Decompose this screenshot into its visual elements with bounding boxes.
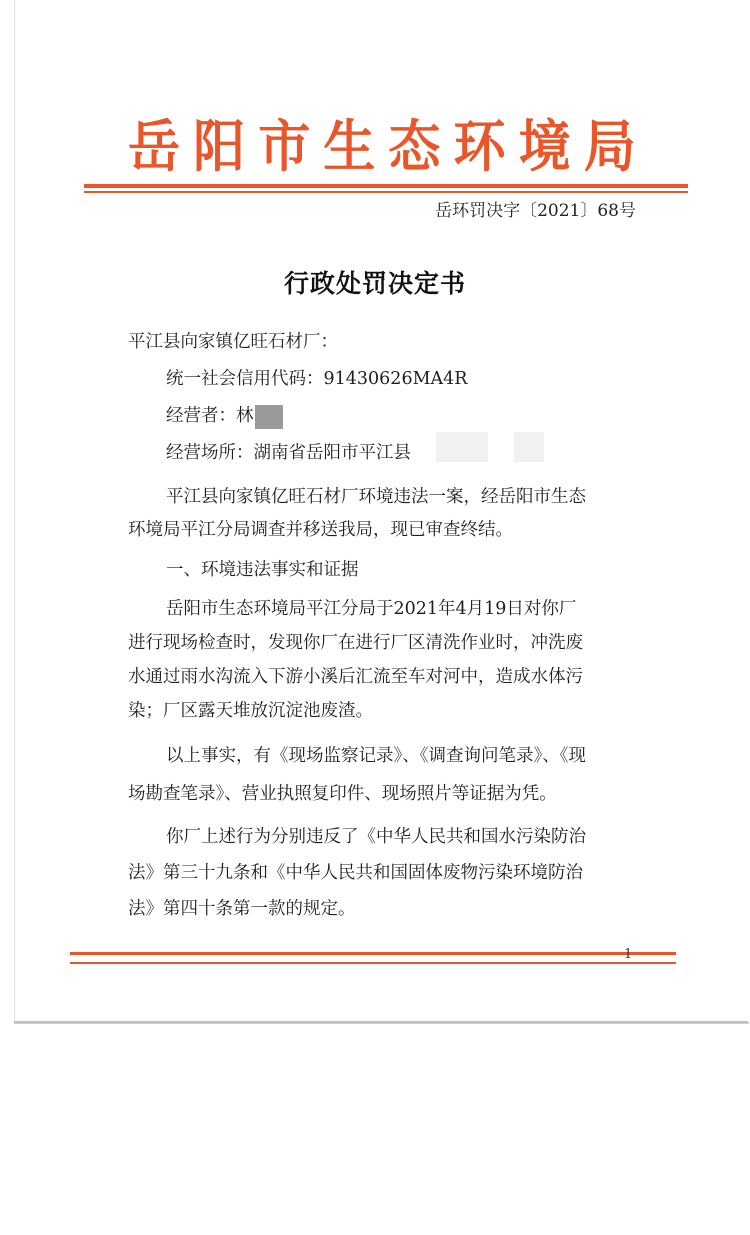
paragraph-line: 染；厂区露天堆放沉淀池废渣。 [128,701,373,721]
header-rule-thin [84,191,688,193]
address-line: 经营场所：湖南省岳阳市平江县 [166,443,411,463]
paragraph-line: 进行现场检查时，发现你厂在进行厂区清洗作业时，冲洗废 [128,633,583,653]
section-heading: 一、环境违法事实和证据 [166,560,359,580]
paragraph-line: 环境局平江分局调查并移送我局，现已审查终结。 [128,520,513,540]
document-title: 行政处罚决定书 [283,269,466,298]
document-number: 岳环罚决字〔2021〕68号 [435,201,636,221]
credit-code-line: 统一社会信用代码：91430626MA4R [166,369,468,389]
agency-title: 岳阳市生态环境局 [128,114,649,180]
paragraph-line: 法》第四十条第一款的规定。 [128,899,356,919]
paragraph-line: 法》第三十九条和《中华人民共和国固体废物污染环境防治 [128,863,583,883]
paragraph-line: 平江县向家镇亿旺石材厂环境违法一案，经岳阳市生态 [166,487,586,507]
redaction-blur [436,432,488,462]
paragraph-line: 岳阳市生态环境局平江分局于2021年4月19日对你厂 [166,599,577,619]
paragraph-line: 你厂上述行为分别违反了《中华人民共和国水污染防治 [166,827,586,847]
header-rule-thick [84,184,688,188]
page-number: 1 [624,947,633,962]
page-shadow [14,1021,748,1023]
footer-rule-thin [70,962,676,964]
footer-rule-thick [70,952,676,955]
paragraph-line: 场勘查笔录》、营业执照复印件、现场照片等证据为凭。 [128,784,557,804]
operator-line [166,401,648,431]
redaction-blur [514,432,544,462]
paragraph-line: 水通过雨水沟流入下游小溪后汇流至车对河中，造成水体污 [128,667,583,687]
recipient-line: 平江县向家镇亿旺石材厂： [128,332,338,352]
paragraph-line: 以上事实，有《现场监察记录》、《调查询问笔录》、《现 [166,746,586,766]
redaction-block [255,405,283,429]
operator-text: 经营者：林 [166,406,254,426]
